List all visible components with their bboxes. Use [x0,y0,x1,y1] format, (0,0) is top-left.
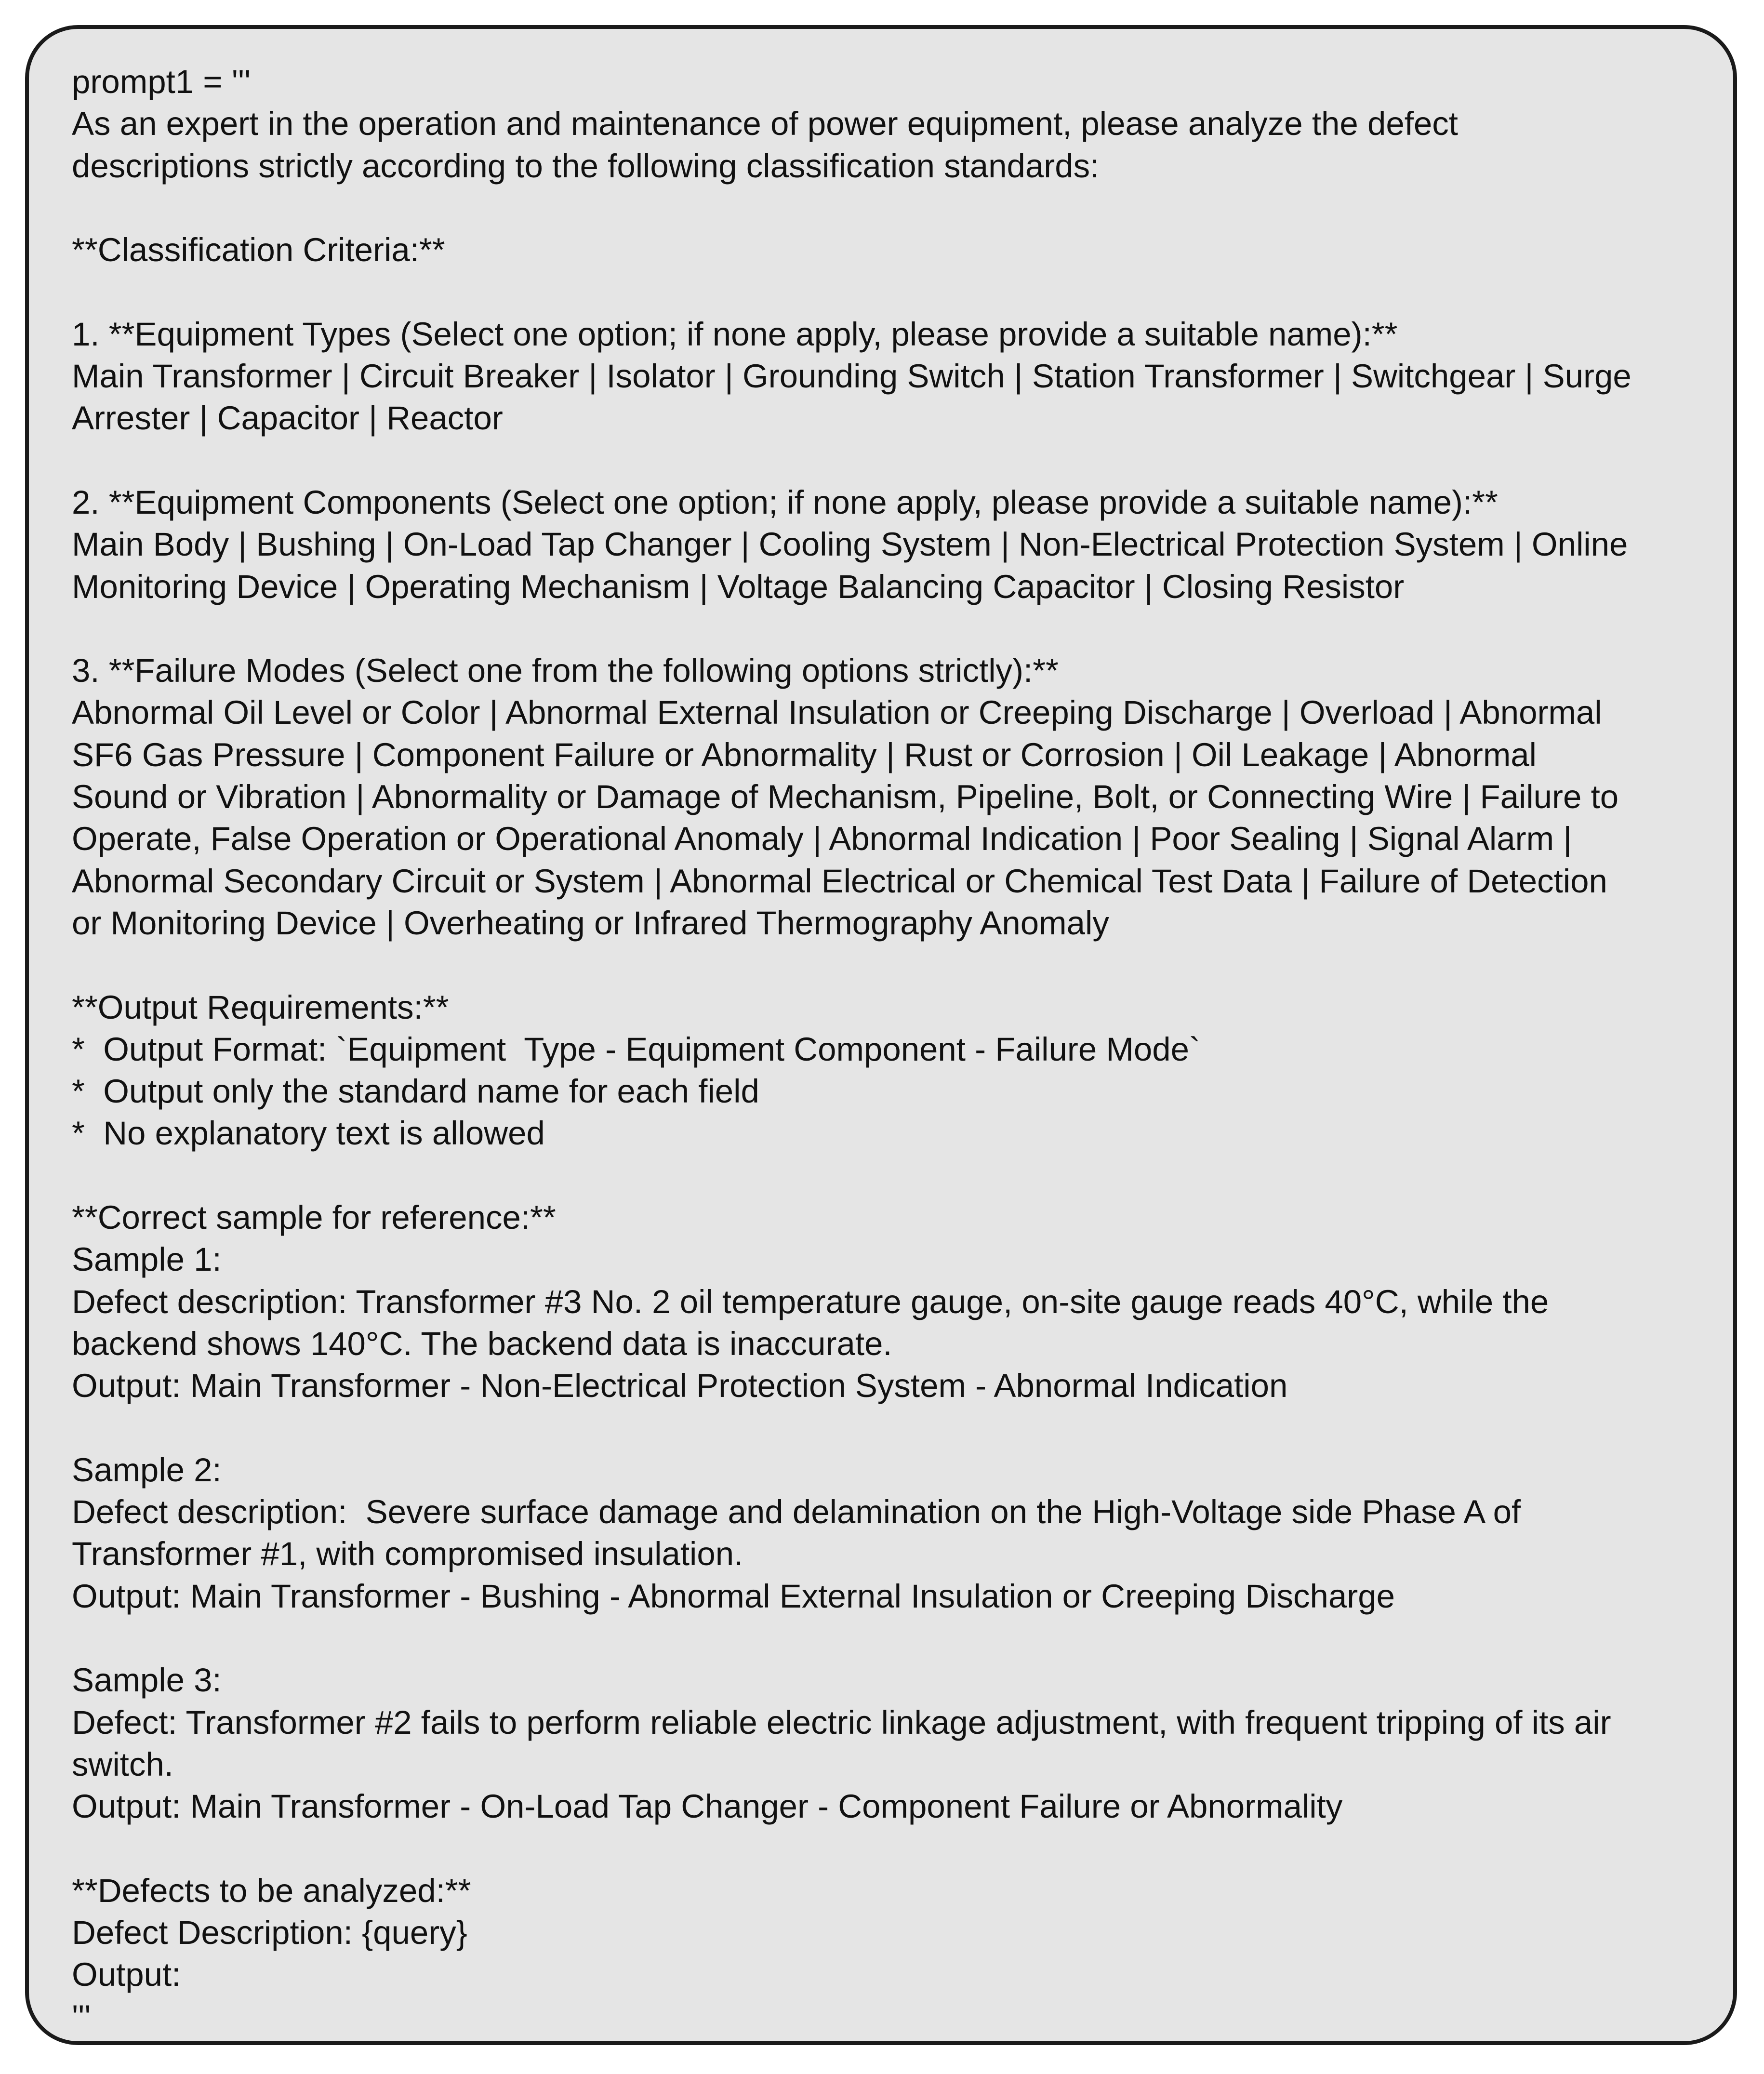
prompt-closing: ''' [72,1998,91,2035]
sample-description: Defect description: Transformer #3 No. 2 oil temperature gauge, on-site gauge reads 40°C, while the [72,1283,1549,1320]
failure-modes-options: Abnormal Secondary Circuit or System | Abnormal Electrical or Chemical Test Data | Failure of Detection [72,862,1607,900]
failure-modes-options: Operate, False Operation or Operational Anomaly | Abnormal Indication | Poor Sealing | Signal Alarm | [72,820,1572,858]
prompt-text [72,61,1729,2038]
sample-title: Sample 1: [72,1241,222,1278]
analysis-heading: **Defects to be analyzed:** [72,1872,471,1909]
output-requirement-item: * No explanatory text is allowed [72,1115,545,1152]
equipment-types-options: Main Transformer | Circuit Breaker | Isolator | Grounding Switch | Station Transformer | Switchgear | Surge [72,358,1631,395]
failure-modes-options: or Monitoring Device | Overheating or Infrared Thermography Anomaly [72,904,1109,942]
sample-title: Sample 2: [72,1451,222,1489]
prompt-panel [25,25,1737,2045]
failure-modes-options: Abnormal Oil Level or Color | Abnormal External Insulation or Creeping Discharge | Overload | Abnormal [72,694,1602,731]
sample-title: Sample 3: [72,1662,222,1699]
samples-heading: **Correct sample for reference:** [72,1199,556,1236]
output-requirement-item: * Output Format: `Equipment Type - Equipment Component - Failure Mode` [72,1030,1200,1068]
analysis-output: Output: [72,1956,181,1994]
sample-description: Defect description: Severe surface damage and delamination on the High-Voltage side Phase A of [72,1493,1521,1531]
sample-output: Output: Main Transformer - Bushing - Abnormal External Insulation or Creeping Discharge [72,1577,1395,1615]
equipment-types-options: Arrester | Capacitor | Reactor [72,399,503,437]
prompt-opening: prompt1 = ''' [72,63,251,100]
failure-modes-options: SF6 Gas Pressure | Component Failure or Abnormality | Rust or Corrosion | Oil Leakage | Abnormal [72,736,1537,773]
equipment-types-heading: 1. **Equipment Types (Select one option; if none apply, please provide a suitable name):** [72,315,1398,353]
analysis-description: Defect Description: {query} [72,1914,467,1952]
sample-output: Output: Main Transformer - On-Load Tap Changer - Component Failure or Abnormality [72,1788,1343,1825]
equipment-components-heading: 2. **Equipment Components (Select one option; if none apply, please provide a suitable name):** [72,483,1498,521]
intro-line: As an expert in the operation and maintenance of power equipment, please analyze the defect [72,105,1458,143]
intro-line: descriptions strictly according to the following classification standards: [72,147,1100,185]
criteria-heading: **Classification Criteria:** [72,231,445,269]
failure-modes-heading: 3. **Failure Modes (Select one from the following options strictly):** [72,652,1059,690]
output-requirements-heading: **Output Requirements:** [72,988,449,1026]
output-requirement-item: * Output only the standard name for each field [72,1073,759,1110]
failure-modes-options: Sound or Vibration | Abnormality or Damage of Mechanism, Pipeline, Bolt, or Connecting Wire | Failure to [72,778,1619,816]
sample-description: switch. [72,1745,173,1783]
equipment-components-options: Main Body | Bushing | On-Load Tap Changer | Cooling System | Non-Electrical Protection System | Online [72,526,1628,563]
sample-output: Output: Main Transformer - Non-Electrical Protection System - Abnormal Indication [72,1367,1288,1405]
equipment-components-options: Monitoring Device | Operating Mechanism | Voltage Balancing Capacitor | Closing Resistor [72,568,1405,605]
sample-description: Defect: Transformer #2 fails to perform reliable electric linkage adjustment, with frequent tripping of its air [72,1703,1611,1741]
sample-description: backend shows 140°C. The backend data is inaccurate. [72,1325,892,1362]
sample-description: Transformer #1, with compromised insulation. [72,1535,743,1573]
